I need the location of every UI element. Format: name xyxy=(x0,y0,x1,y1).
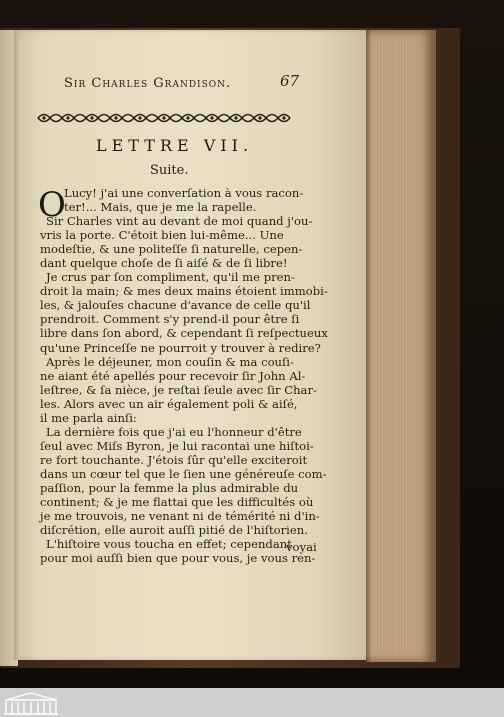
text-line: il me parla ainſi: xyxy=(40,410,137,425)
text-line: pour moi auſſi bien que pour vous, je vous ren- xyxy=(40,551,316,566)
text-line: continent; & je me flattai que les difficultés où xyxy=(40,495,314,510)
catchword: voyai xyxy=(286,540,317,554)
text-line: diſcrétion, elle auroit auſſi pitié de l'hiſtorien. xyxy=(40,523,308,538)
text-line: dant quelque choſe de ſi aiſé & de ſi libre! xyxy=(40,256,288,271)
library-building-logo-icon xyxy=(2,690,60,716)
text-line: ne aiant été apellés pour recevoir ſir John Al- xyxy=(40,368,306,383)
drop-capital: O xyxy=(38,185,66,225)
page-number: 67 xyxy=(280,72,300,90)
printer-ornament-band xyxy=(36,110,298,126)
text-line: paſſion, pour la femme la plus admirable du xyxy=(40,480,299,495)
running-header: Sir Charles Grandison. xyxy=(64,76,232,91)
text-line: vris la porte. C'étoit bien lui-même... Une xyxy=(40,228,284,243)
text-line: leſtree, & ſa nièce, je reſtai ſeule avec ſir Char- xyxy=(40,382,317,397)
text-line: Sir Charles vint au devant de moi quand j'ou- xyxy=(46,214,313,229)
letter-body xyxy=(40,186,328,566)
text-line: ter!... Mais, que je me la rapelle. xyxy=(64,200,257,215)
text-line: Après le déjeuner, mon couſin & ma couſi- xyxy=(46,354,294,369)
text-line: modeſtie, & une politeſſe ſi naturelle, cepen- xyxy=(40,242,303,257)
text-line: Lucy! j'ai une converſation à vous racon- xyxy=(64,186,304,200)
viewer-footer-bar xyxy=(0,688,504,717)
text-line: ſeul avec Miſs Byron, je lui racontai une hiſtoi- xyxy=(40,438,314,453)
text-line: Je crus par ſon compliment, qu'il me pren- xyxy=(46,270,295,285)
gutter-shadow xyxy=(366,30,372,662)
text-line: les, & jalouſes chacune d'avance de celle qu'il xyxy=(40,298,311,313)
text-line: dans un cœur tel que le ſien une généreuſe com- xyxy=(40,466,327,481)
text-line: re fort touchante. J'étois ſûr qu'elle exciteroit xyxy=(40,452,308,467)
text-line: libre dans ſon abord, & cependant ſi reſpectueux xyxy=(40,326,328,341)
page-fore-edge xyxy=(366,30,436,662)
text-line: les. Alors avec un air également poli & aiſé, xyxy=(40,396,298,411)
text-line: prendroit. Comment s'y prend-il pour être ſi xyxy=(40,312,300,327)
text-line: L'hiſtoire vous toucha en effet; cependant xyxy=(46,537,292,552)
text-line: qu'une Princeſſe ne pourroit y trouver à redire? xyxy=(40,340,321,355)
text-line: La dernière fois que j'ai eu l'honneur d'être xyxy=(46,424,302,439)
text-line: droit la main; & mes deux mains étoient immobi- xyxy=(40,284,328,299)
letter-title: LETTRE VII. xyxy=(96,136,254,155)
text-line: je me trouvois, ne venant ni de témérité ni d'in- xyxy=(40,509,320,524)
letter-subtitle: Suite. xyxy=(150,163,189,178)
